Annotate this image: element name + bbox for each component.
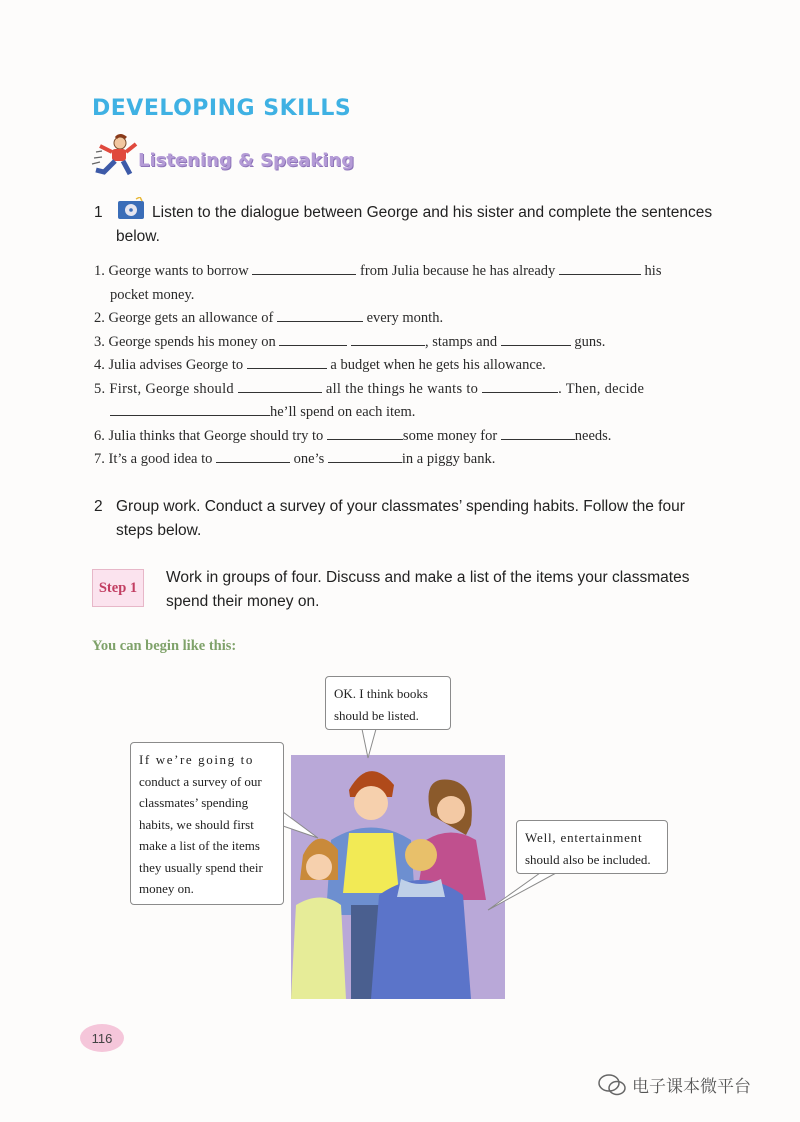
answer-blank[interactable] xyxy=(559,260,641,275)
answer-blank[interactable] xyxy=(252,260,356,275)
answer-blank[interactable] xyxy=(501,331,571,346)
task-instruction-text: Listen to the dialogue between George and his sister and complete the sentences below. xyxy=(116,204,713,245)
list-item: 1. George wants to borrow from Julia because he has already his xyxy=(94,260,714,284)
list-item: 2. George gets an allowance of every month. xyxy=(94,307,714,331)
task-instruction: Group work. Conduct a survey of your classmates’ spending habits. Follow the four steps below. xyxy=(116,498,685,539)
list-item: 4. Julia advises George to a budget when he gets his allowance. xyxy=(94,354,714,378)
answer-blank[interactable] xyxy=(328,448,402,463)
list-item-continuation: pocket money. xyxy=(110,286,195,303)
runner-icon xyxy=(90,134,140,178)
chat-bubble-icon xyxy=(598,1074,626,1096)
task-number: 1 xyxy=(94,204,103,221)
answer-blank[interactable] xyxy=(238,378,322,393)
answer-blank[interactable] xyxy=(277,307,363,322)
page-number: 116 xyxy=(80,1024,124,1052)
watermark-text: 电子课本微平台 xyxy=(632,1077,751,1097)
list-item: 5. First, George should all the things he wants to . Then, decide xyxy=(94,378,714,402)
answer-blank[interactable] xyxy=(279,331,347,346)
step-label-badge: Step 1 xyxy=(92,569,144,607)
answer-blank[interactable] xyxy=(482,378,558,393)
speech-bubble-top: OK. I think books should be listed. xyxy=(325,676,451,730)
exercise-list xyxy=(94,260,714,472)
students-discussion-illustration xyxy=(291,755,505,999)
section-subheading: Listening & Speaking xyxy=(138,150,355,171)
answer-blank[interactable] xyxy=(501,425,575,440)
example-intro: You can begin like this: xyxy=(92,638,237,654)
answer-blank[interactable] xyxy=(247,354,327,369)
list-item-continuation: he’ll spend on each item. xyxy=(94,401,714,425)
task-number: 2 xyxy=(94,498,103,515)
speech-bubble-left: If we’re going to conduct a survey of our classmates’ spending habits, we should first make a list of the items they usually spend their money on. xyxy=(130,742,284,905)
section-heading: DEVELOPING SKILLS xyxy=(92,96,352,121)
answer-blank[interactable] xyxy=(216,448,290,463)
watermark xyxy=(598,1072,751,1097)
list-item: 7. It’s a good idea to one’s in a piggy bank. xyxy=(94,448,714,472)
answer-blank[interactable] xyxy=(110,401,270,416)
task-instruction xyxy=(116,201,716,249)
answer-blank[interactable] xyxy=(327,425,403,440)
list-item: 3. George spends his money on , stamps and guns. xyxy=(94,331,714,355)
list-item: 6. Julia thinks that George should try to some money for needs. xyxy=(94,425,714,449)
step-instruction: Work in groups of four. Discuss and make a list of the items your classmates spend their money on. xyxy=(166,569,690,610)
speech-bubble-right: Well, entertainment should also be included. xyxy=(516,820,668,874)
answer-blank[interactable] xyxy=(351,331,425,346)
